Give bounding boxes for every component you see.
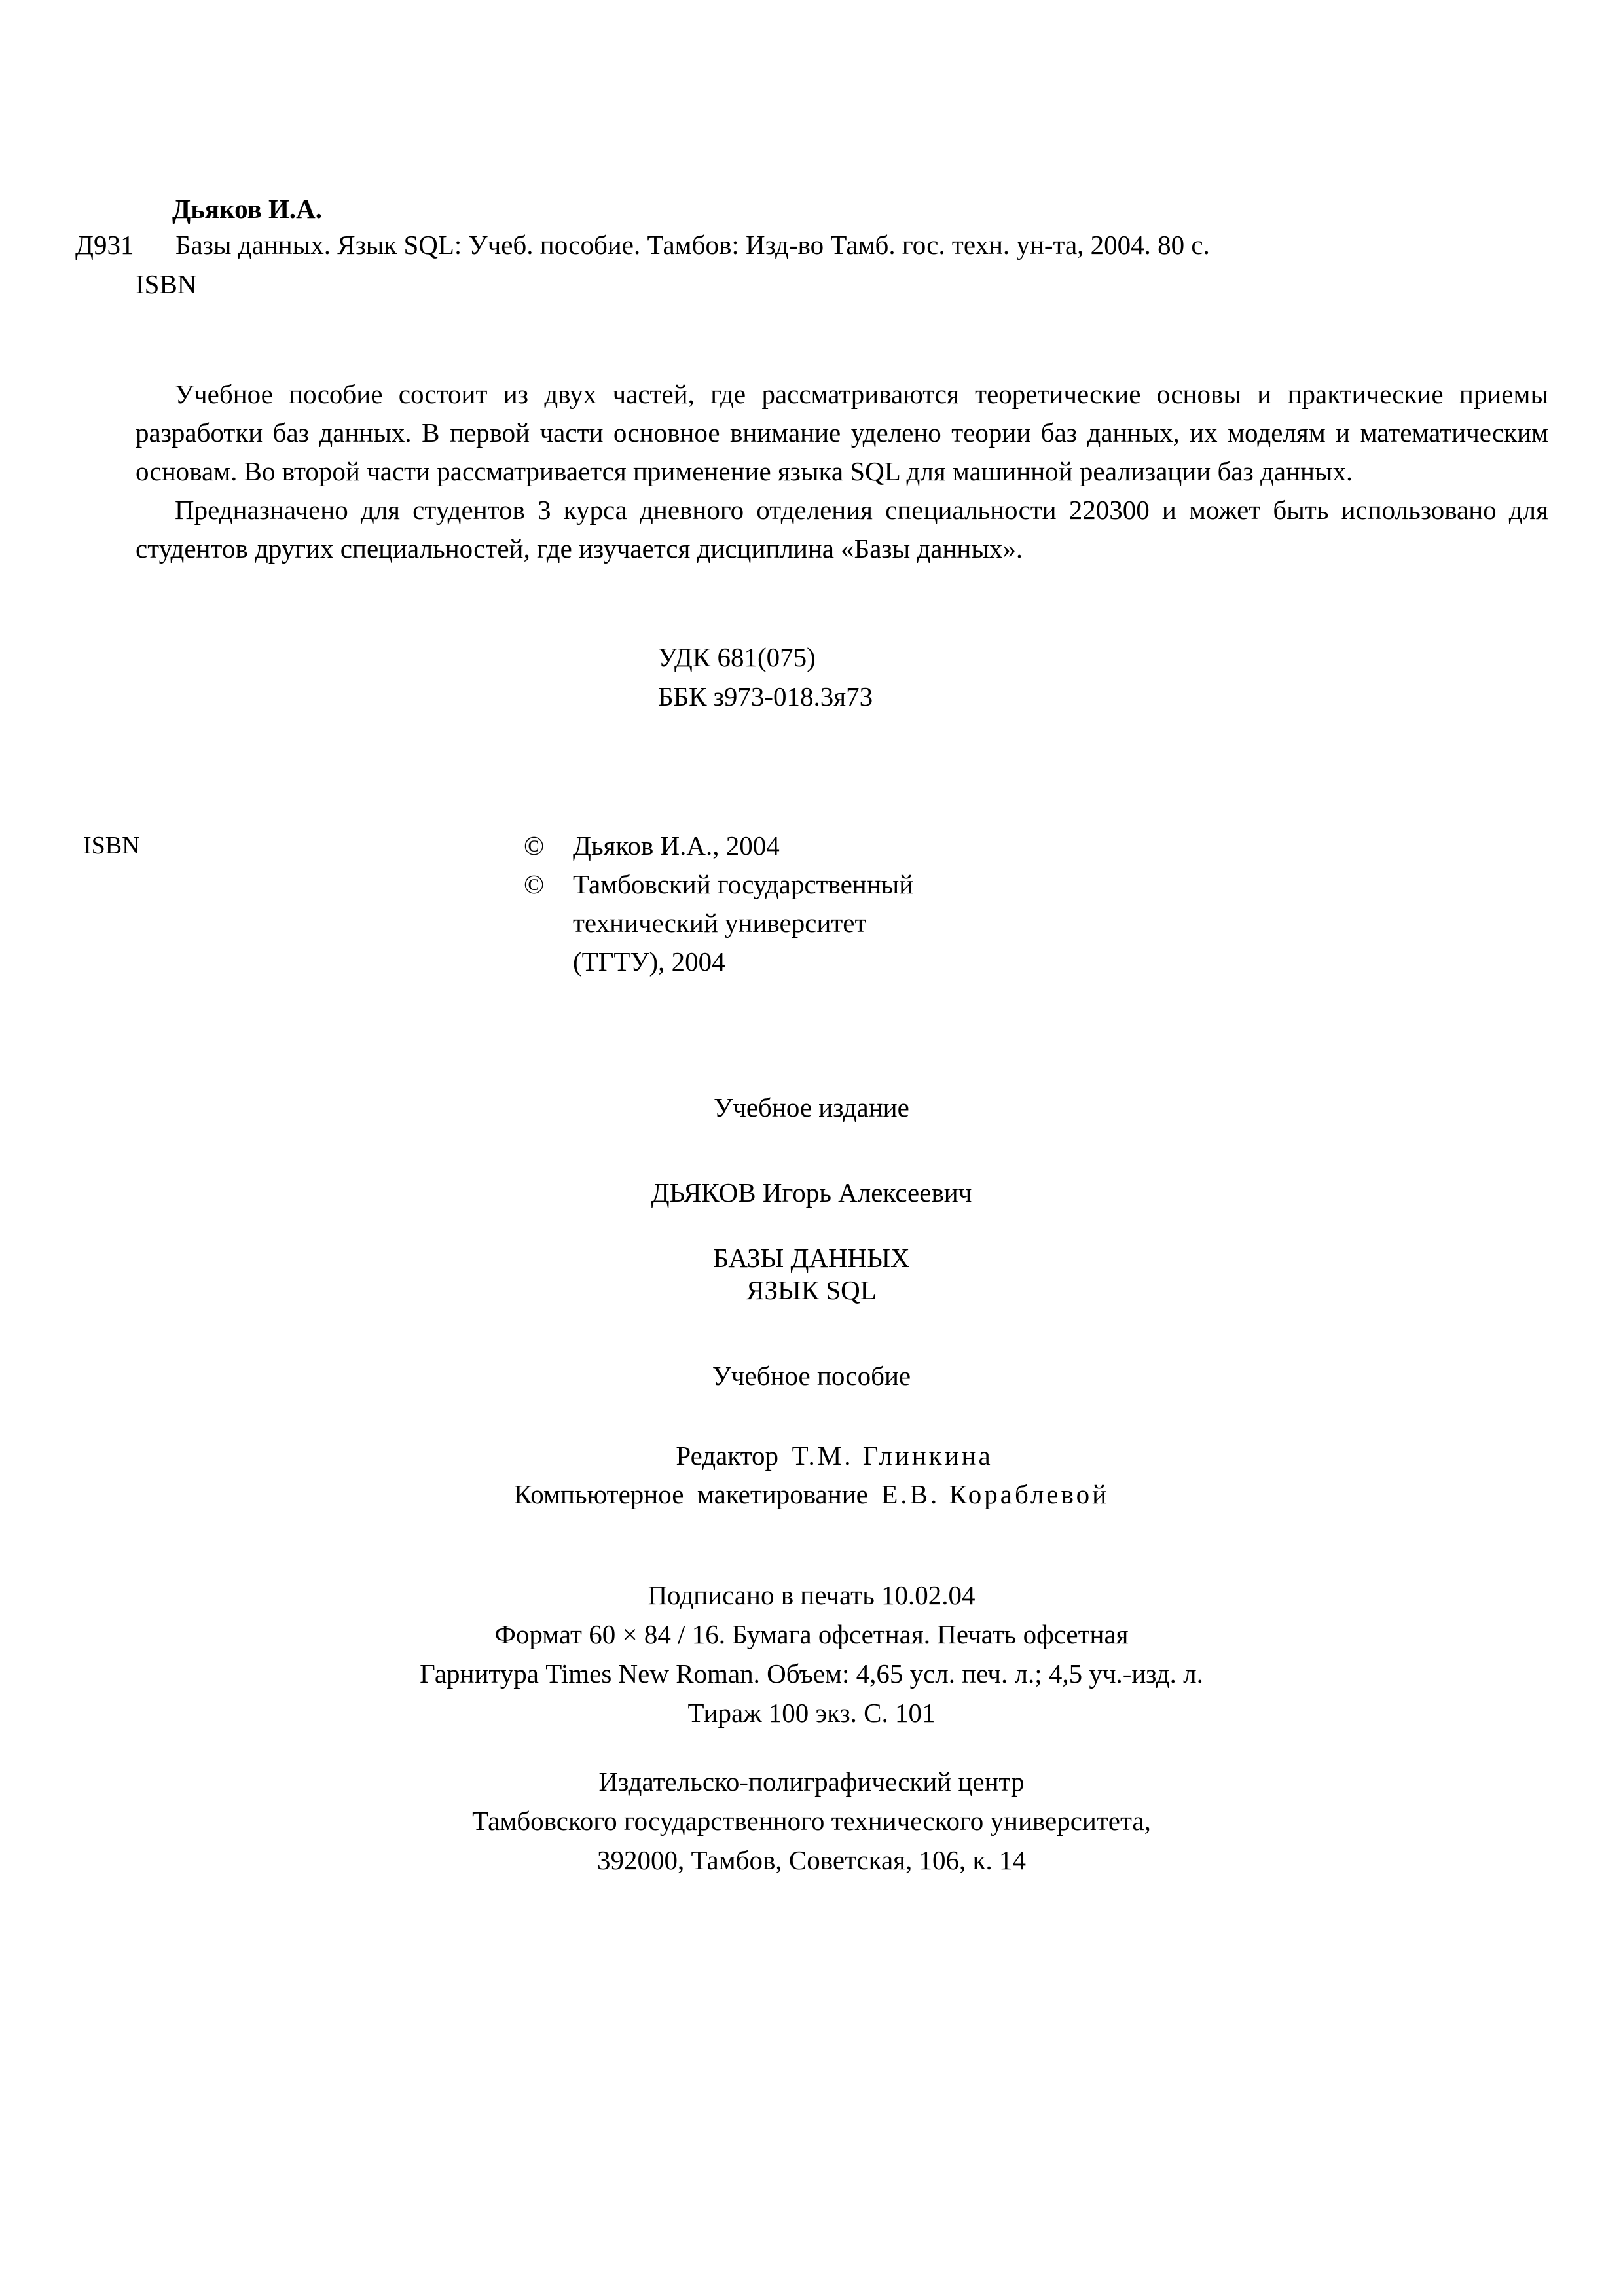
layout-line <box>0 1479 1623 1517</box>
editor-line <box>0 1440 1623 1479</box>
publisher-line-1: Издательско-полиграфический центр <box>598 1767 1025 1797</box>
book-type <box>0 1360 1623 1399</box>
annotation-paragraph-2: Предназначено для студентов 3 курса дневного отделения специальности 220300 и может быть использовано для студентов других специальностей, где изучается дисциплина «Базы данных». <box>136 495 1548 564</box>
copyright-author-text: Дьяков И.А., 2004 <box>573 831 780 861</box>
author-full-text: ДЬЯКОВ Игорь Алексеевич <box>651 1177 972 1208</box>
copyright-symbol: © <box>524 831 545 861</box>
publisher-info <box>0 1766 1623 1884</box>
layout-name: Е.В. Кораблевой <box>881 1479 1110 1509</box>
library-code: Д931 <box>75 230 134 260</box>
print-info <box>0 1579 1623 1736</box>
book-title-line-2: ЯЗЫК SQL <box>746 1275 877 1305</box>
editor-name: Т.М. Глинкина <box>792 1441 993 1471</box>
edition-type <box>0 1092 1623 1130</box>
copyright-author <box>524 830 913 869</box>
print-info-line-1: Подписано в печать 10.02.04 <box>647 1580 976 1610</box>
udk-code: УДК 681(075) <box>658 642 816 672</box>
publisher-line-3: 392000, Тамбов, Советская, 106, к. 14 <box>597 1845 1026 1875</box>
annotation-paragraph-1: Учебное пособие состоит из двух частей, где рассматриваются теоретические основы и практические приемы разработки баз данных. В первой части основное внимание уделено теории баз данных, их моделям и математическим основам. Во второй части рассматривается применение языка SQL для машинной реализации баз данных. <box>136 379 1548 486</box>
author-full <box>0 1177 1623 1215</box>
book-title <box>0 1242 1623 1313</box>
print-info-line-2: Формат 60 × 84 / 16. Бумага офсетная. Печать офсетная <box>494 1619 1129 1649</box>
book-type-text: Учебное пособие <box>712 1361 911 1391</box>
bibliographic-citation: Базы данных. Язык SQL: Учеб. пособие. Тамбов: Изд-во Тамб. гос. техн. ун-та, 2004. 80 с. <box>175 230 1210 260</box>
copyright-university <box>524 869 913 907</box>
copyright-university-cont <box>524 907 913 946</box>
book-title-line-1: БАЗЫ ДАННЫХ <box>713 1243 910 1273</box>
editor-label: Редактор <box>676 1441 779 1471</box>
isbn-label-top: ISBN <box>136 269 197 299</box>
print-info-line-4: Тираж 100 экз. С. 101 <box>687 1698 936 1728</box>
copyright-block <box>524 830 913 984</box>
annotation <box>136 375 1548 568</box>
edition-type-text: Учебное издание <box>714 1092 909 1122</box>
copyright-symbol: © <box>524 869 545 899</box>
isbn-label: ISBN <box>83 832 140 859</box>
publisher-line-2: Тамбовского государственного технического университета, <box>472 1806 1151 1836</box>
copyright-university-line2: технический университет <box>573 908 867 938</box>
author-name: Дьяков И.А. <box>172 194 323 224</box>
print-info-line-3: Гарнитура Times New Roman. Объем: 4,65 усл. печ. л.; 4,5 уч.-изд. л. <box>420 1659 1203 1689</box>
editor-info <box>0 1440 1623 1517</box>
copyright-university-line3: (ТГТУ), 2004 <box>573 946 725 977</box>
bbk-code: ББК з973-018.3я73 <box>658 681 873 711</box>
copyright-university-text: Тамбовский государственный <box>573 869 914 899</box>
copyright-university-cont <box>524 946 913 984</box>
layout-label: Компьютерное макетирование <box>513 1479 868 1509</box>
